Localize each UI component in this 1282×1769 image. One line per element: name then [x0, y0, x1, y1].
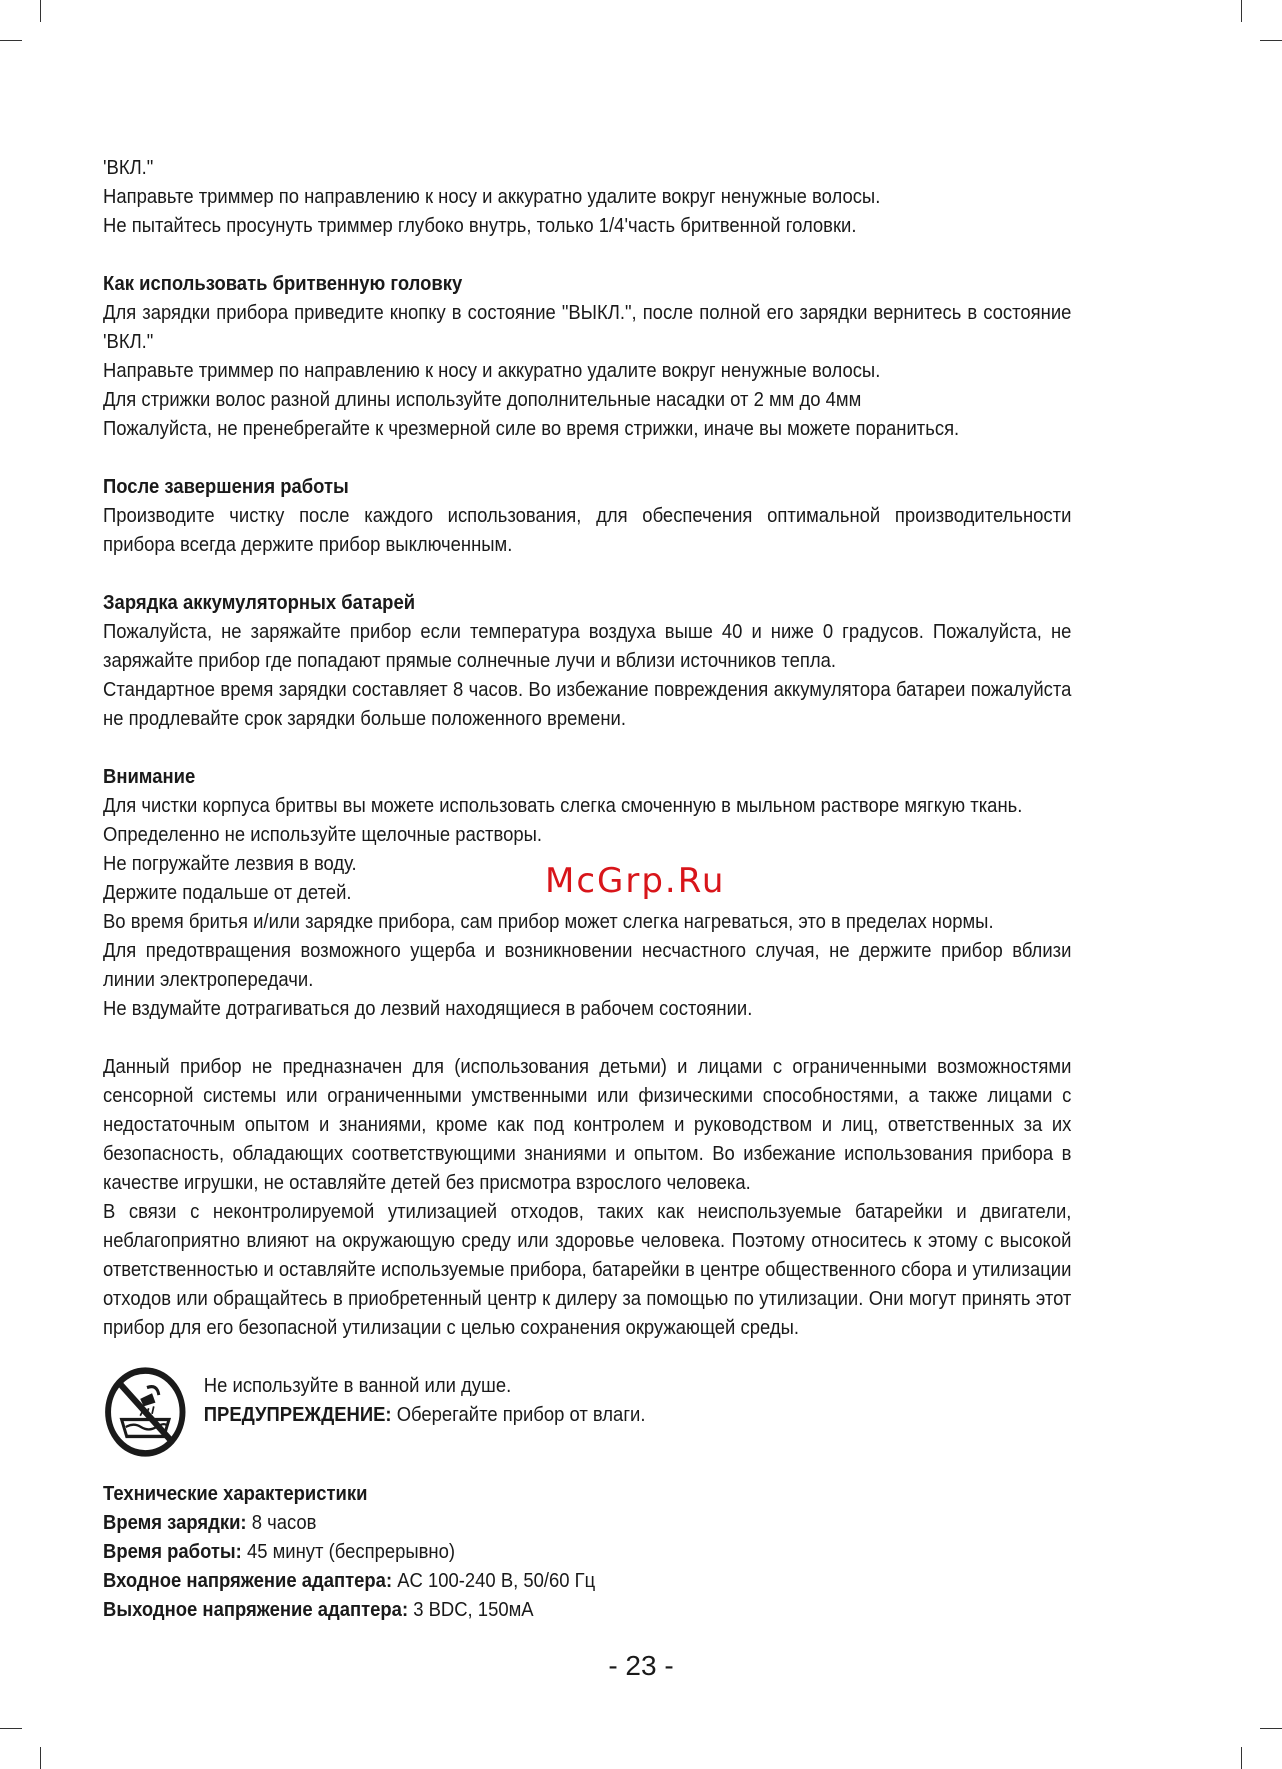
spec-label: Время зарядки: — [103, 1511, 247, 1534]
section-heading-shaving-head: Как использовать бритвенную головку — [103, 272, 463, 295]
crop-mark — [40, 0, 41, 22]
section-heading-attention: Внимание — [103, 765, 196, 788]
spec-value: 8 часов — [246, 1511, 317, 1534]
page-number: - 23 - — [608, 1650, 674, 1681]
spec-item — [103, 1566, 1071, 1595]
warning-message: Оберегайте прибор от влаги. — [391, 1403, 646, 1426]
intro-line: Направьте триммер по направлению к носу и аккуратно удалите вокруг ненужные волосы. — [103, 185, 881, 208]
spec-item — [103, 1595, 1071, 1624]
warning-line: Не используйте в ванной или душе. — [203, 1374, 512, 1397]
section-heading-charging: Зарядка аккумуляторных батарей — [103, 591, 416, 614]
section-paragraph: Во время бритья и/или зарядке прибора, сам прибор может слегка нагреваться, это в пределах нормы. — [103, 910, 994, 933]
section-paragraph: Для зарядки прибора приведите кнопку в состояние "ВЫКЛ.", после полной его зарядки вернитесь в состояние 'ВКЛ." — [103, 301, 1072, 353]
section-paragraph: Производите чистку после каждого использования, для обеспечения оптимальной производительности прибора всегда держите прибор выключенным. — [103, 504, 1072, 556]
intro-line: 'ВКЛ." — [103, 156, 154, 179]
section-paragraph: Держите подальше от детей. — [103, 881, 352, 904]
section-paragraph: Направьте триммер по направлению к носу и аккуратно удалите вокруг ненужные волосы. — [103, 359, 881, 382]
spec-value: AC 100-240 В, 50/60 Гц — [392, 1569, 596, 1592]
crop-mark — [0, 1728, 22, 1729]
specs-block — [103, 1479, 1071, 1624]
warning-label: ПРЕДУПРЕЖДЕНИЕ: — [203, 1403, 392, 1426]
section-paragraph: Определенно не используйте щелочные растворы. — [103, 823, 543, 846]
section-paragraph: Пожалуйста, не пренебрегайте к чрезмерной силе во время стрижки, иначе вы можете пораниться. — [103, 417, 960, 440]
section-paragraph: Для стрижки волос разной длины используйте дополнительные насадки от 2 мм до 4мм — [103, 388, 862, 411]
section-paragraph: Для чистки корпуса бритвы вы можете использовать слегка смоченную в мыльном растворе мягкую ткань. — [103, 794, 1023, 817]
crop-mark — [1260, 1728, 1282, 1729]
section-paragraph: Не вздумайте дотрагиваться до лезвий находящиеся в рабочем состоянии. — [103, 997, 753, 1020]
crop-mark — [1241, 1747, 1242, 1769]
warning-text — [204, 1371, 646, 1429]
watermark: McGrp.Ru — [545, 861, 726, 901]
section-paragraph: Не погружайте лезвия в воду. — [103, 852, 357, 875]
specs-heading: Технические характеристики — [103, 1482, 368, 1505]
spec-item — [103, 1537, 1071, 1566]
crop-mark — [0, 40, 22, 41]
section-paragraph: Стандартное время зарядки составляет 8 часов. Во избежание повреждения аккумулятора батареи пожалуйста не продлевайте срок зарядки больше положенного времени. — [103, 678, 1072, 730]
spec-label: Время работы: — [103, 1540, 242, 1563]
spec-value: 3 BDC, 150мА — [408, 1598, 534, 1621]
section-heading-after-use: После завершения работы — [103, 475, 349, 498]
moisture-warning — [103, 1371, 1071, 1459]
spec-item — [103, 1508, 1071, 1537]
warning-line — [204, 1400, 646, 1429]
intro-line: Не пытайтесь просунуть триммер глубоко внутрь, только 1/4'часть бритвенной головки. — [103, 214, 857, 237]
no-bath-shower-icon — [103, 1365, 188, 1459]
spec-label: Входное напряжение адаптера: — [103, 1569, 393, 1592]
section-paragraph: Для предотвращения возможного ущерба и возникновении несчастного случая, не держите прибор вблизи линии электропередачи. — [103, 939, 1072, 991]
intro-block — [103, 153, 1071, 240]
disclaimer-paragraph: В связи с неконтролируемой утилизацией отходов, таких как неиспользуемые батарейки и двигатели, неблагоприятно влияют на окружающую среду или здоровье человека. Поэтому относитесь к этому с высокой ответственностью и оставляйте используемые прибора, батарейки в центре общественного сбора и утилизации отходов или обращайтесь в приобретенный центр к дилеру за помощью по утилизации. Они могут принять этот прибор для его безопасной утилизации с целью сохранения окружающей среды. — [103, 1200, 1072, 1339]
disclaimer-paragraph: Данный прибор не предназначен для (использования детьми) и лицами с ограниченными возможностями сенсорной системы или ограниченными умственными или физическими способностями, а также лицами с недостаточным опытом и знаниями, кроме как под контролем и руководством и лиц, ответственных за их безопасность, обладающих соответствующими знаниями и опытом. Во избежание использования прибора в качестве игрушки, не оставляйте детей без присмотра взрослого человека. — [103, 1055, 1072, 1194]
spec-label: Выходное напряжение адаптера: — [103, 1598, 409, 1621]
crop-mark — [1260, 40, 1282, 41]
section-paragraph: Пожалуйста, не заряжайте прибор если температура воздуха выше 40 и ниже 0 градусов. Пожалуйста, не заряжайте прибор где попадают прямые солнечные лучи и вблизи источников тепла. — [103, 620, 1072, 672]
crop-mark — [1241, 0, 1242, 22]
spec-value: 45 минут (беспрерывно) — [241, 1540, 456, 1563]
crop-mark — [40, 1747, 41, 1769]
